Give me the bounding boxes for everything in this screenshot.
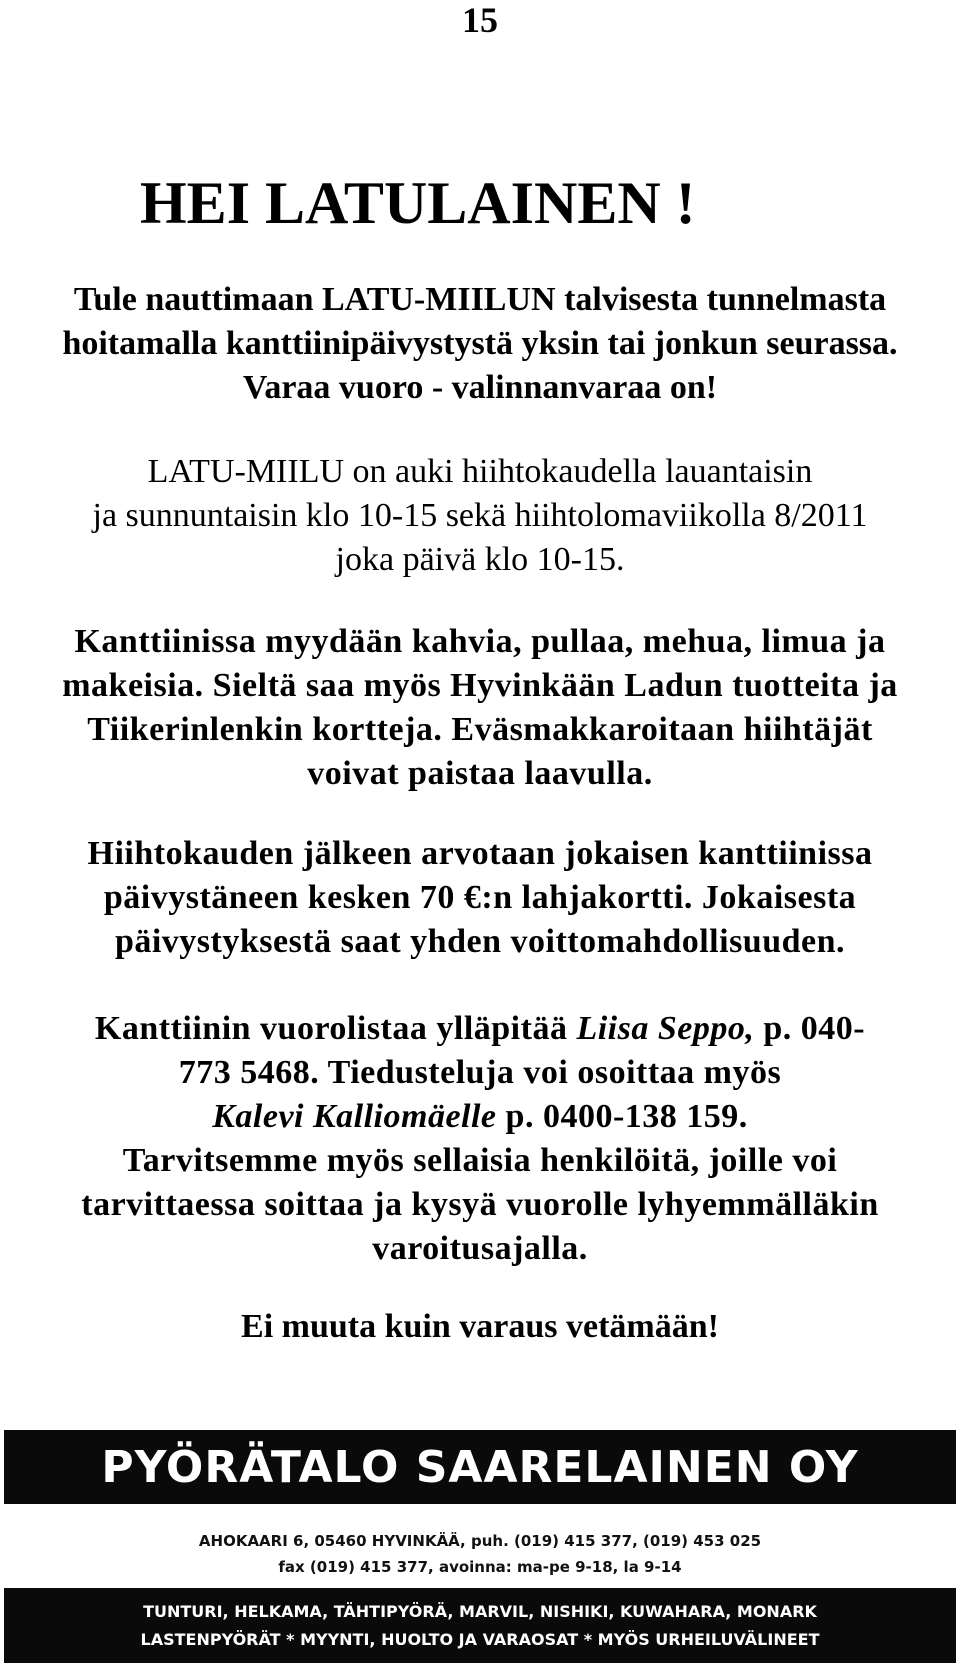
- products-line: Kanttiinissa myydään kahvia, pullaa, mehua, limua ja: [74, 623, 886, 660]
- opening-hours-paragraph: [0, 450, 960, 582]
- contact-paragraph: [0, 1007, 960, 1271]
- opening-line: ja sunnuntaisin klo 10-15 sekä hiihtolomaviikolla 8/2011: [92, 497, 868, 534]
- lottery-line: päivystäneen kesken 70 €:n lahjakortti. Jokaisesta: [103, 879, 857, 916]
- contact-person-name: Kalevi Kalliomäelle: [212, 1098, 497, 1135]
- contact-line: [0, 1095, 960, 1139]
- ad-services: LASTENPYÖRÄT * MYYNTI, HUOLTO JA VARAOSAT * MYÖS URHEILUVÄLINEET: [140, 1630, 820, 1649]
- ad-contact-band: [4, 1504, 956, 1588]
- contact-text: p. 040-: [754, 1010, 866, 1047]
- intro-paragraph: [0, 278, 960, 410]
- intro-line: hoitamalla kanttiinipäivystystä yksin tai jonkun seurassa.: [62, 325, 898, 362]
- ad-brands: TUNTURI, HELKAMA, TÄHTIPYÖRÄ, MARVIL, NISHIKI, KUWAHARA, MONARK: [143, 1602, 817, 1621]
- intro-line: Tule nauttimaan LATU-MIILUN talvisesta tunnelmasta: [73, 281, 887, 318]
- advertisement: [4, 1430, 956, 1663]
- opening-line: LATU-MIILU on auki hiihtokaudella lauantaisin: [147, 453, 813, 490]
- contact-text: Kanttiinin vuorolistaa ylläpitää: [94, 1010, 577, 1047]
- opening-line: joka päivä klo 10-15.: [335, 541, 625, 578]
- ad-address: AHOKAARI 6, 05460 HYVINKÄÄ, puh. (019) 415 377, (019) 453 025: [198, 1532, 762, 1550]
- products-line: voivat paistaa laavulla.: [307, 755, 653, 792]
- contact-line: tarvittaessa soittaa ja kysyä vuorolle lyhyemmälläkin: [81, 1186, 879, 1223]
- lottery-line: Hiihtokauden jälkeen arvotaan jokaisen kanttiinissa: [87, 835, 873, 872]
- contact-line: Tarvitsemme myös sellaisia henkilöitä, joille voi: [122, 1142, 838, 1179]
- ad-company-name: PYÖRÄTALO SAARELAINEN OY: [101, 1442, 859, 1493]
- ad-header-band: [4, 1430, 956, 1504]
- products-line: makeisia. Sieltä saa myös Hyvinkään Ladun tuotteita ja: [62, 667, 898, 704]
- headline: HEI LATULAINEN !: [140, 170, 696, 236]
- intro-line: Varaa vuoro - valinnanvaraa on!: [242, 369, 718, 406]
- contact-line: varoitusajalla.: [372, 1230, 588, 1267]
- contact-line: [0, 1007, 960, 1051]
- ad-fax-hours: fax (019) 415 377, avoinna: ma-pe 9-18, la 9-14: [278, 1558, 682, 1576]
- page-number: 15: [462, 0, 498, 40]
- lottery-paragraph: [0, 832, 960, 964]
- contact-line: 773 5468. Tiedusteluja voi osoittaa myös: [178, 1054, 782, 1091]
- contact-person-name: Liisa Seppo,: [576, 1010, 755, 1047]
- products-paragraph: [0, 620, 960, 796]
- contact-text: p. 0400-138 159.: [496, 1098, 748, 1135]
- closing-line: Ei muuta kuin varaus vetämään!: [241, 1308, 719, 1345]
- ad-footer-band: [4, 1588, 956, 1663]
- products-line: Tiikerinlenkin kortteja. Eväsmakkaroitaan hiihtäjät: [87, 711, 873, 748]
- lottery-line: päivystyksestä saat yhden voittomahdollisuuden.: [114, 923, 846, 960]
